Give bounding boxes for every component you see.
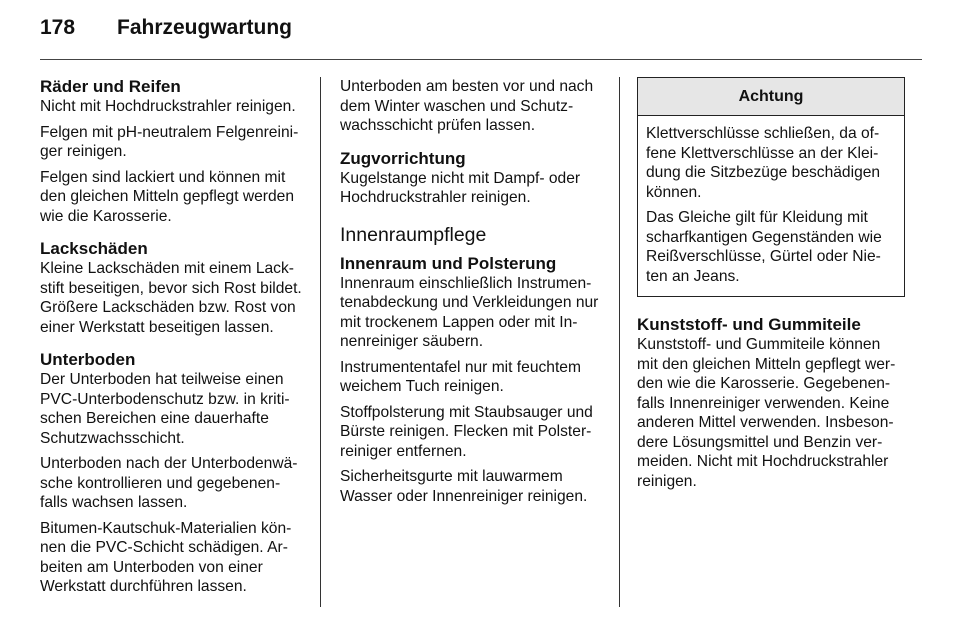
warning-paragraph: Das Gleiche gilt für Kleidung mit scharfkantigen Gegenständen wie Reißverschlüsse, Gürtel oder Nie- ten an Jeans. bbox=[646, 209, 882, 285]
warning-title: Achtung bbox=[638, 78, 904, 116]
paragraph: Felgen sind lackiert und können mit den gleichen Mitteln gepflegt werden wie die Karosserie. bbox=[40, 168, 294, 225]
heading-lackschaeden: Lackschäden bbox=[40, 239, 148, 258]
paragraph: Unterboden nach der Unterbodenwä- sche kontrollieren und gegebenen- falls wachsen lassen. bbox=[40, 455, 298, 511]
paragraph: Kleine Lackschäden mit einem Lack- stift beseitigen, bevor sich Rost bildet. Größere Lackschäden bzw. Rost von einer Werkstatt beseitigen lassen. bbox=[40, 260, 302, 336]
paragraph: Nicht mit Hochdruckstrahler reinigen. bbox=[40, 98, 296, 115]
paragraph: Instrumententafel nur mit feuchtem weichem Tuch reinigen. bbox=[340, 358, 581, 395]
paragraph: Stoffpolsterung mit Staubsauger und Bürste reinigen. Flecken mit Polster- reiniger entfernen. bbox=[340, 403, 593, 460]
heading-innenraum-polsterung: Innenraum und Polsterung bbox=[340, 253, 557, 273]
header-divider bbox=[40, 59, 922, 60]
chapter-title: Fahrzeugwartung bbox=[117, 16, 293, 39]
paragraph: Bitumen-Kautschuk-Materialien kön- nen die PVC-Schicht schädigen. Ar- beiten am Unterboden von einer Werkstatt durchführen lassen. bbox=[40, 519, 292, 595]
column-divider bbox=[619, 77, 620, 607]
section-heading-innenraumpflege: Innenraumpflege bbox=[340, 223, 487, 246]
warning-body bbox=[638, 116, 904, 296]
column-divider bbox=[320, 77, 321, 607]
paragraph: Kugelstange nicht mit Dampf- oder Hochdruckstrahler reinigen. bbox=[340, 169, 581, 206]
paragraph: Sicherheitsgurte mit lauwarmem Wasser oder Innenreiniger reinigen. bbox=[340, 468, 588, 505]
heading-raeder-reifen: Räder und Reifen bbox=[40, 77, 181, 96]
warning-paragraph: Klettverschlüsse schließen, da of- fene Klettverschlüsse an der Klei- dung die Sitzbezüge beschädigen können. bbox=[646, 125, 881, 201]
column-right bbox=[637, 77, 905, 497]
warning-box bbox=[637, 77, 905, 297]
paragraph: Innenraum einschließlich Instrumen- tenabdeckung und Verkleidungen nur mit trockenem Lappen oder mit In- nenreiniger säubern. bbox=[340, 274, 599, 350]
heading-unterboden: Unterboden bbox=[40, 350, 136, 369]
page-number: 178 bbox=[40, 16, 76, 39]
paragraph: Kunststoff- und Gummiteile können mit den gleichen Mitteln gepflegt wer- den wie die Karosserie. Gegebenen- falls Innenreiniger verwenden. Keine anderen Mittel verwenden. Insbeson- dere Lösungsmittel und Benzin ver- meiden. Nicht mit Hochdruckstrahler reinigen. bbox=[637, 336, 896, 490]
paragraph: Der Unterboden hat teilweise einen PVC-Unterbodenschutz bzw. in kriti- schen Bereichen eine dauerhafte Schutzwachsschicht. bbox=[40, 371, 290, 447]
paragraph: Unterboden am besten vor und nach dem Winter waschen und Schutz- wachsschicht prüfen lassen. bbox=[340, 78, 594, 134]
page-header bbox=[40, 16, 920, 56]
column-middle bbox=[340, 77, 606, 512]
heading-zugvorrichtung: Zugvorrichtung bbox=[340, 148, 466, 168]
paragraph: Felgen mit pH-neutralem Felgenreini- ger reinigen. bbox=[40, 123, 299, 160]
heading-kunststoff-gummiteile: Kunststoff- und Gummiteile bbox=[637, 315, 861, 334]
column-left bbox=[40, 77, 308, 603]
